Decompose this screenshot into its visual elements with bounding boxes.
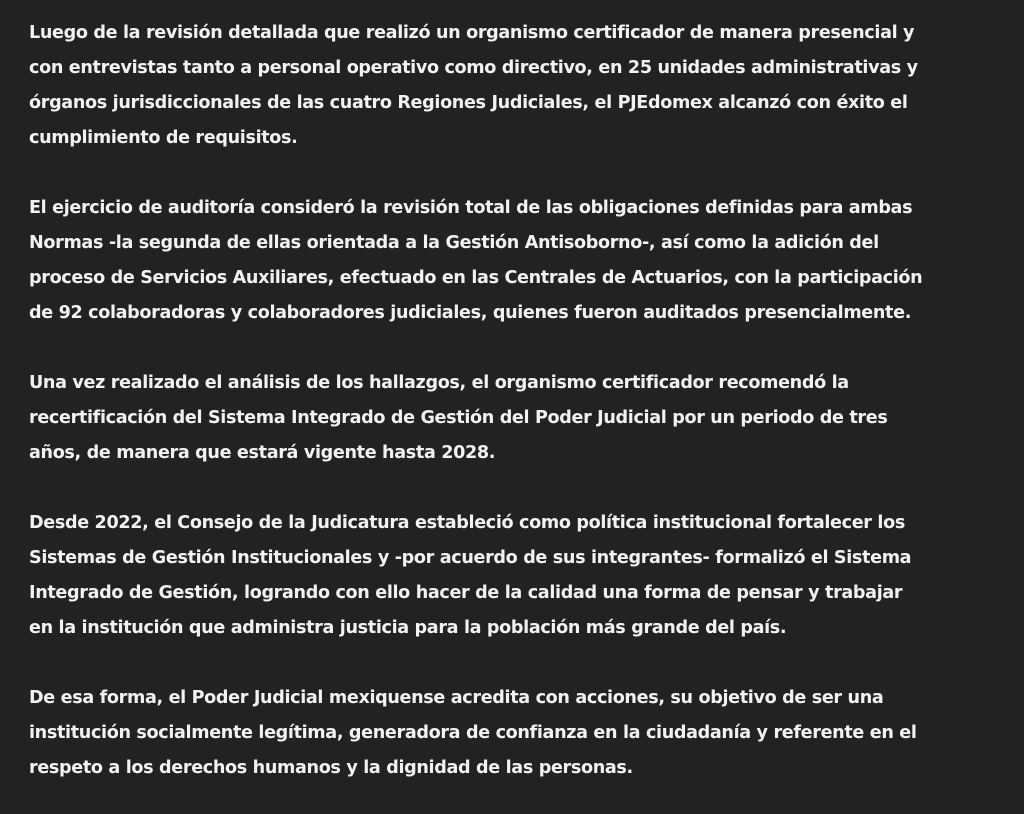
text-line: recertificación del Sistema Integrado de Gestión del Poder Judicial por un periodo de tres [29,408,888,428]
text-line: Integrado de Gestión, logrando con ello hacer de la calidad una forma de pensar y trabajar [29,583,903,603]
paragraph-3 [29,366,1004,471]
paragraph-4 [29,506,1004,646]
text-line: órganos jurisdiccionales de las cuatro Regiones Judiciales, el PJEdomex alcanzó con éxito el [29,93,908,113]
text-line: con entrevistas tanto a personal operativo como directivo, en 25 unidades administrativas y [29,58,918,78]
text-line: de 92 colaboradoras y colaboradores judiciales, quienes fueron auditados presencialmente. [29,303,912,323]
paragraph-2 [29,191,1004,331]
text-line: respeto a los derechos humanos y la dignidad de las personas. [29,758,633,778]
text-line: años, de manera que estará vigente hasta 2028. [29,443,496,463]
text-line: El ejercicio de auditoría consideró la revisión total de las obligaciones definidas para ambas [29,198,913,218]
paragraph-1 [29,16,1004,156]
text-line: Una vez realizado el análisis de los hallazgos, el organismo certificador recomendó la [29,373,849,393]
text-line: Sistemas de Gestión Institucionales y -por acuerdo de sus integrantes- formalizó el Sistema [29,548,912,568]
text-line: en la institución que administra justicia para la población más grande del país. [29,618,787,638]
text-line: proceso de Servicios Auxiliares, efectuado en las Centrales de Actuarios, con la participación [29,268,923,288]
text-line: cumplimiento de requisitos. [29,128,298,148]
text-line: Desde 2022, el Consejo de la Judicatura estableció como política institucional fortalecer los [29,513,905,533]
text-line: Luego de la revisión detallada que realizó un organismo certificador de manera presencial y [29,23,915,43]
text-line: De esa forma, el Poder Judicial mexiquense acredita con acciones, su objetivo de ser una [29,688,884,708]
paragraph-5 [29,681,1004,786]
text-line: Normas -la segunda de ellas orientada a la Gestión Antisoborno-, así como la adición del [29,233,879,253]
text-line: institución socialmente legítima, generadora de confianza en la ciudadanía y referente en el [29,723,917,743]
